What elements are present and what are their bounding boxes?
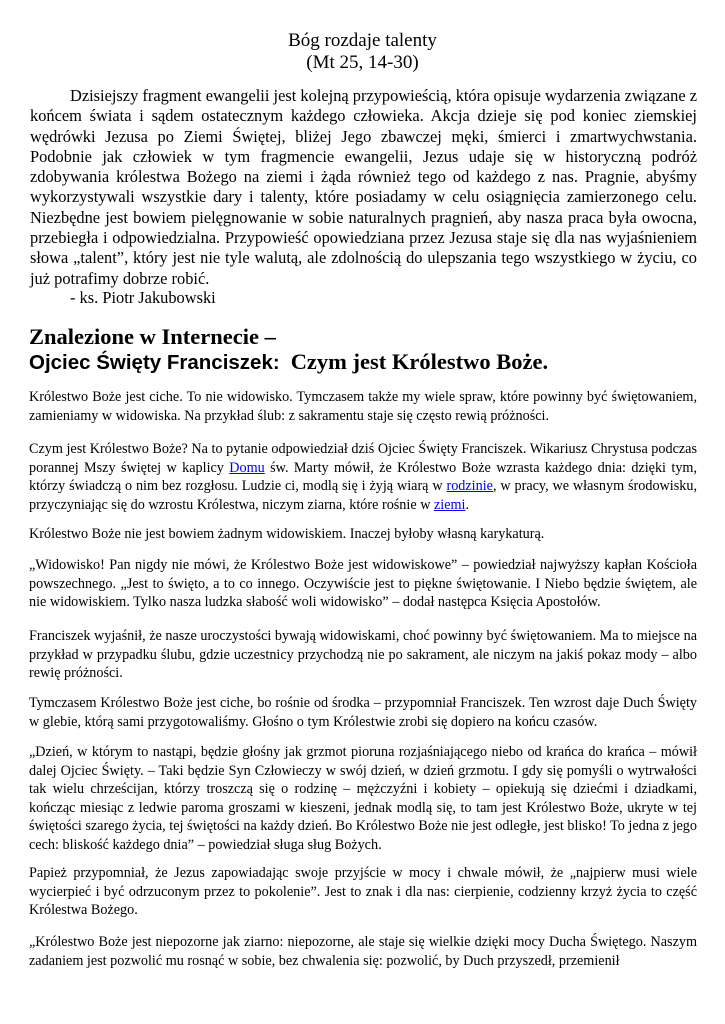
article-paragraph-5: Franciszek wyjaśnił, że nasze uroczystości bywają widowiskami, choć powinny być świętowaniem. Ma to miejsce na przykład w przypadku ślubu, gdzie uczestnicy przychodzą nie po sakrament, ale niczym na jakiś pokaz mody – albo rewię próżności. <box>29 628 697 681</box>
page-title: Bóg rozdaje talenty <box>288 30 437 51</box>
intro-signature: - ks. Piotr Jakubowski <box>70 288 216 307</box>
intro-paragraph: Dzisiejszy fragment ewangelii jest kolejną przypowieścią, która opisuje wydarzenia związane z końcem świata i sądem ostatecznym każdego człowieka. Akcja dzieje się pod koniec ziemskiej wędrówki Jezusa po Ziemi Świętej, bliżej Jego zbawczej męki, śmierci i zmartwychwstania. Podobnie jak człowiek w tym fragmencie ewangelii, Jezus udaje się w historyczną podróż zdobywania królestwa Bożego na ziemi i żąda również tego od każdego z nas. Pragnie, abyśmy wykorzystywali wszystkie dary i talenty, które posiadamy w celu osiągnięcia zamierzonego celu. Niezbędne jest bowiem pielęgnowanie w sobie naturalnych pragnień, aby nasza praca była owocna, przebiegła i odpowiedzialna. Przypowieść opowiedziana przez Jezusa staje się dla nas wyjaśnieniem słowa „talent”, który jest nie tyle walutą, ale zdolnością do ulepszania tego wszystkiego w życiu, co już potrafimy dobrze robić. <box>30 86 697 288</box>
link-domu[interactable]: Domu <box>229 459 265 476</box>
section-heading: Znalezione w Internecie – <box>29 324 276 349</box>
scripture-reference: (Mt 25, 14-30) <box>306 52 419 73</box>
subheading-title: Czym jest Królestwo Boże. <box>290 349 549 374</box>
link-rodzinie[interactable]: rodzinie <box>446 478 493 494</box>
link-ziemi[interactable]: ziemi <box>433 496 466 513</box>
article-paragraph-1: Królestwo Boże jest ciche. To nie widowisko. Tymczasem także my wiele spraw, które powinny być świętowaniem, zamieniamy w widowiska. Na przykład ślub: z sakramentu staje się często rewią próżności. <box>29 389 697 424</box>
subheading-name: Ojciec Święty Franciszek: <box>29 351 280 374</box>
paragraph-2-text-c: , w pracy, we własnym środowisku, przyczyniając się do wzrostu Królestwa, niczym ziarna, które rośnie w <box>29 478 697 513</box>
paragraph-2-text-d: . <box>465 496 470 513</box>
article-paragraph-9: „Królestwo Boże jest niepozorne jak ziarno: niepozorne, ale staje się wielkie dzięki mocy Ducha Świętego. Naszym zadaniem jest pozwolić mu rosnąć w sobie, bez chwalenia się: pozwolić, by Duch przyszedł, przemienił <box>29 934 697 969</box>
article-paragraph-3: Królestwo Boże nie jest bowiem żadnym widowiskiem. Inaczej byłoby własną karykaturą. <box>29 526 545 542</box>
section-subheading <box>29 349 548 376</box>
article-paragraph-8: Papież przypomniał, że Jezus zapowiadając swoje przyjście w mocy i chwale mówił, że „najpierw musi wiele wycierpieć i być odrzuconym przez to pokolenie”. Jest to znak i dla nas: cierpienie, codzienny krzyż życia to część Królestwa Bożego. <box>29 865 697 918</box>
article-paragraph-7: „Dzień, w którym to nastąpi, będzie głośny jak grzmot pioruna rozjaśniającego niebo od krańca do krańca – mówił dalej Ojciec Święty. – Taki będzie Syn Człowieczy w swój dzień, w dzień grzmotu. I gdy się pomyśli o wytrwałości tak wielu chrześcijan, którzy troszczą się o rodzinę – mężczyźni i kobiety – opiekują się dziećmi i dziadkami, kończąc miesiąc z ledwie paroma groszami w kieszeni, jednak modlą się, to tam jest Królestwo Boże, ukryte w tej świętości szarego życia, tej świętości na każdy dzień. Bo Królestwo Boże nie jest odległe, jest blisko! To jedna z jego cech: bliskość każdego dnia” – powiedział sługa sług Bożych. <box>29 744 697 853</box>
article-paragraph-2 <box>29 440 697 514</box>
paragraph-2-text-b: św. Marty mówił, że Królestwo Boże wzrasta każdego dnia: dzięki tym, którzy świadczą o nim bez rozgłosu. Ludzie ci, modlą się i żyją wiarą w <box>29 459 697 494</box>
paragraph-2-text-a: Czym jest Królestwo Boże? Na to pytanie odpowiedział dziś Ojciec Święty Franciszek. Wikariusz Chrystusa podczas porannej Mszy świętej w kaplicy <box>29 441 697 476</box>
article-paragraph-4: „Widowisko! Pan nigdy nie mówi, że Królestwo Boże jest widowiskowe” – powiedział najwyższy kapłan Kościoła powszechnego. „Jest to święto, a to co innego. Oczywiście jest to piękne świętowanie. I Niebo będzie świętem, ale nie widowiskiem. Tylko nasza ludzka słabość woli widowisko” – dodał następca Księcia Apostołów. <box>29 557 697 610</box>
article-paragraph-6: Tymczasem Królestwo Boże jest ciche, bo rośnie od środka – przypomniał Franciszek. Ten wzrost daje Duch Święty w glebie, którą sami przygotowaliśmy. Głośno o tym Królestwie zrobi się dopiero na końcu czasów. <box>29 695 697 730</box>
